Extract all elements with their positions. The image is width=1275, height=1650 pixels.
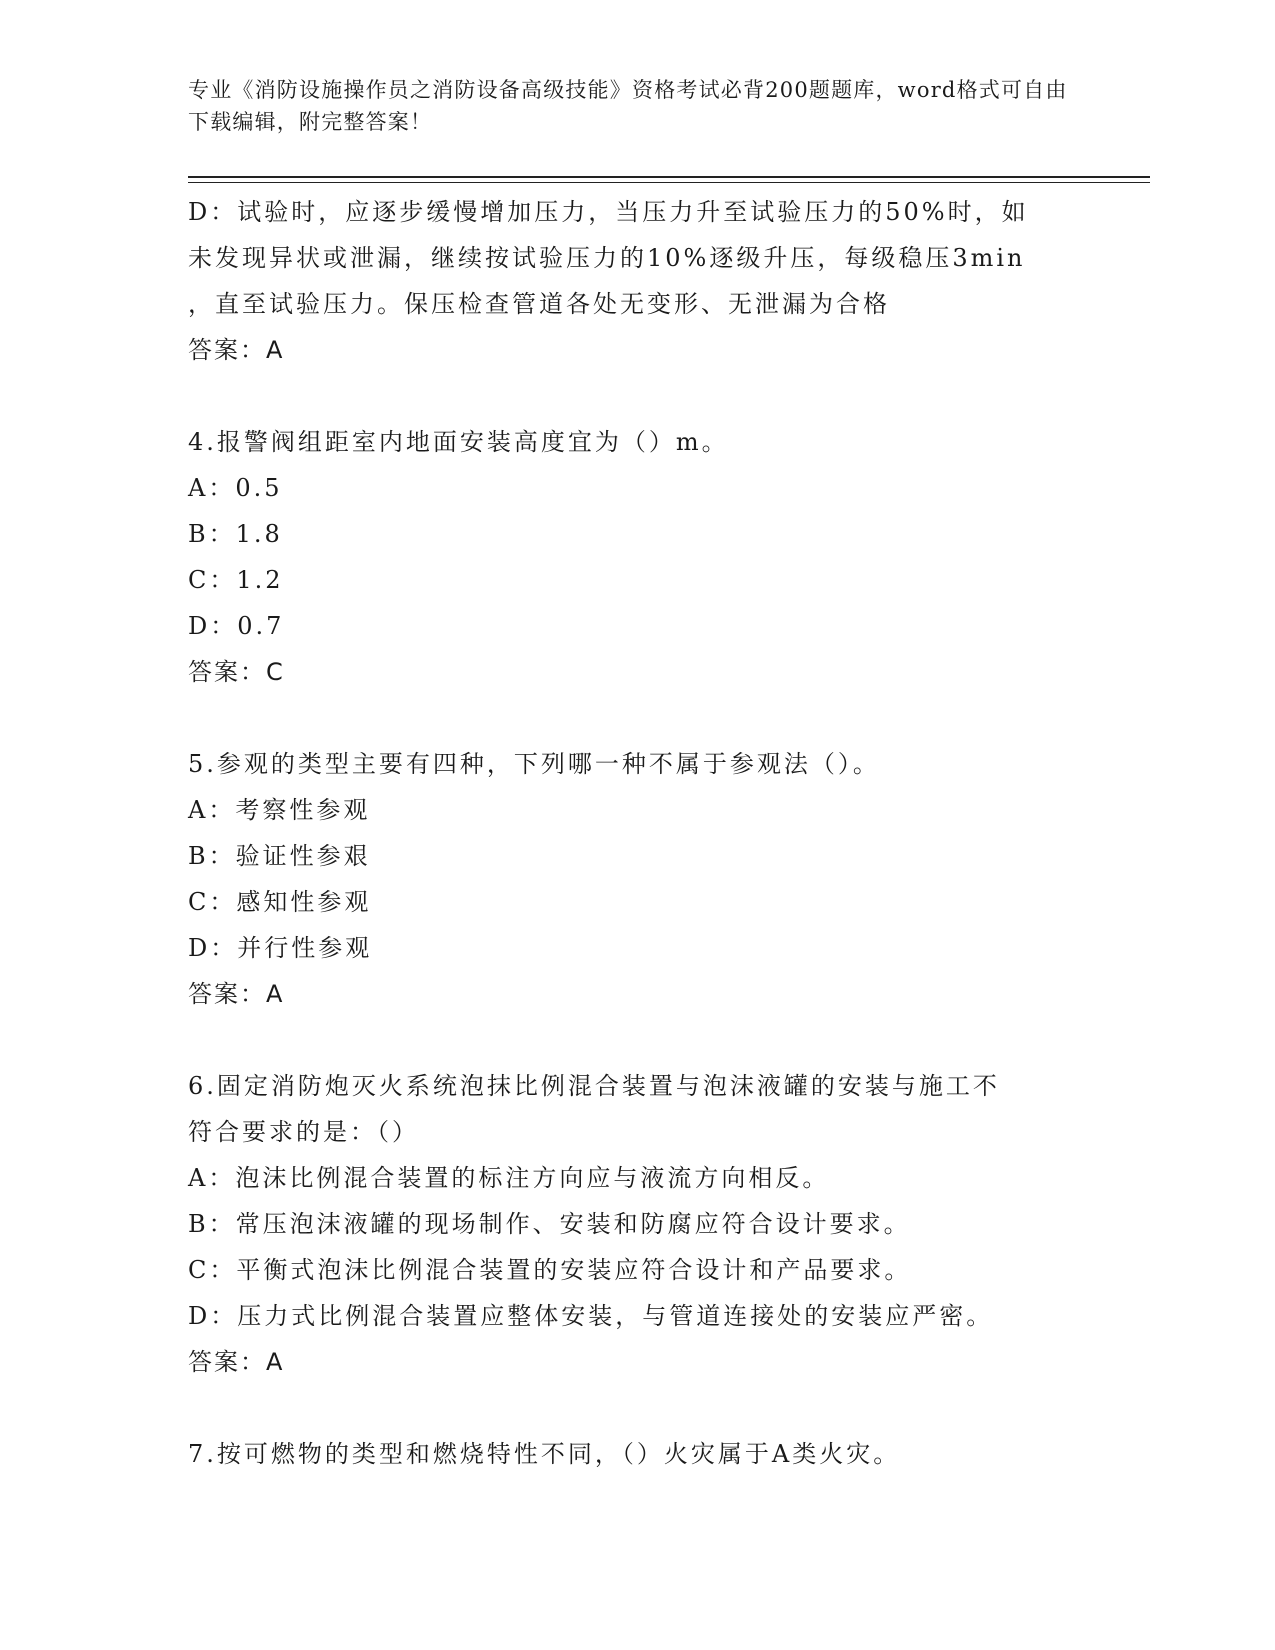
question-7 — [188, 1431, 1068, 1477]
spacer — [188, 1017, 1068, 1063]
header-divider-thin — [188, 182, 1150, 183]
option-d-line: ，直至试验压力。保压检查管道各处无变形、无泄漏为合格 — [188, 290, 890, 318]
question-stem-line: 6.固定消防炮灭火系统泡抹比例混合装置与泡沫液罐的安装与施工不 — [188, 1072, 1000, 1100]
option-b: B：验证性参艰 — [188, 842, 371, 870]
question-stem: 4.报警阀组距室内地面安装高度宜为（）m。 — [188, 428, 729, 456]
option-a: A：考察性参观 — [188, 796, 371, 824]
question-stem: 7.按可燃物的类型和燃烧特性不同，（）火灾属于A类火灾。 — [188, 1440, 901, 1468]
option-c: C：平衡式泡沫比例混合装置的安装应符合设计和产品要求。 — [188, 1256, 912, 1284]
question-list — [188, 189, 1068, 1477]
option-d: D：0.7 — [188, 612, 285, 640]
answer-label: 答案：A — [188, 1348, 285, 1376]
answer-label: 答案：A — [188, 980, 285, 1008]
option-d-line: D：试验时，应逐步缓慢增加压力，当压力升至试验压力的50%时，如 — [188, 198, 1029, 226]
question-stem-line: 符合要求的是：（） — [188, 1118, 419, 1146]
option-c: C：1.2 — [188, 566, 284, 594]
option-a: A：0.5 — [188, 474, 283, 502]
option-c: C：感知性参观 — [188, 888, 372, 916]
option-a: A：泡沫比例混合装置的标注方向应与液流方向相反。 — [188, 1164, 830, 1192]
question-3-continuation — [188, 189, 1068, 373]
option-d: D：并行性参观 — [188, 934, 373, 962]
document-header — [188, 74, 1068, 138]
spacer — [188, 373, 1068, 419]
option-d: D：压力式比例混合装置应整体安装，与管道连接处的安装应严密。 — [188, 1302, 994, 1330]
option-d-line: 未发现异状或泄漏，继续按试验压力的10%逐级升压，每级稳压3min — [188, 244, 1026, 272]
option-b: B：常压泡沫液罐的现场制作、安装和防腐应符合设计要求。 — [188, 1210, 911, 1238]
spacer — [188, 1385, 1068, 1431]
question-5 — [188, 741, 1068, 1017]
answer-label: 答案：C — [188, 658, 285, 686]
option-b: B：1.8 — [188, 520, 283, 548]
header-title: 专业《消防设施操作员之消防设备高级技能》资格考试必背200题题库，word格式可自由下载编辑，附完整答案！ — [188, 78, 1068, 134]
question-stem: 5.参观的类型主要有四种，下列哪一种不属于参观法（）。 — [188, 750, 880, 778]
answer-label: 答案：A — [188, 336, 285, 364]
spacer — [188, 695, 1068, 741]
header-divider-thick — [188, 176, 1150, 178]
question-4 — [188, 419, 1068, 695]
question-6 — [188, 1063, 1068, 1385]
